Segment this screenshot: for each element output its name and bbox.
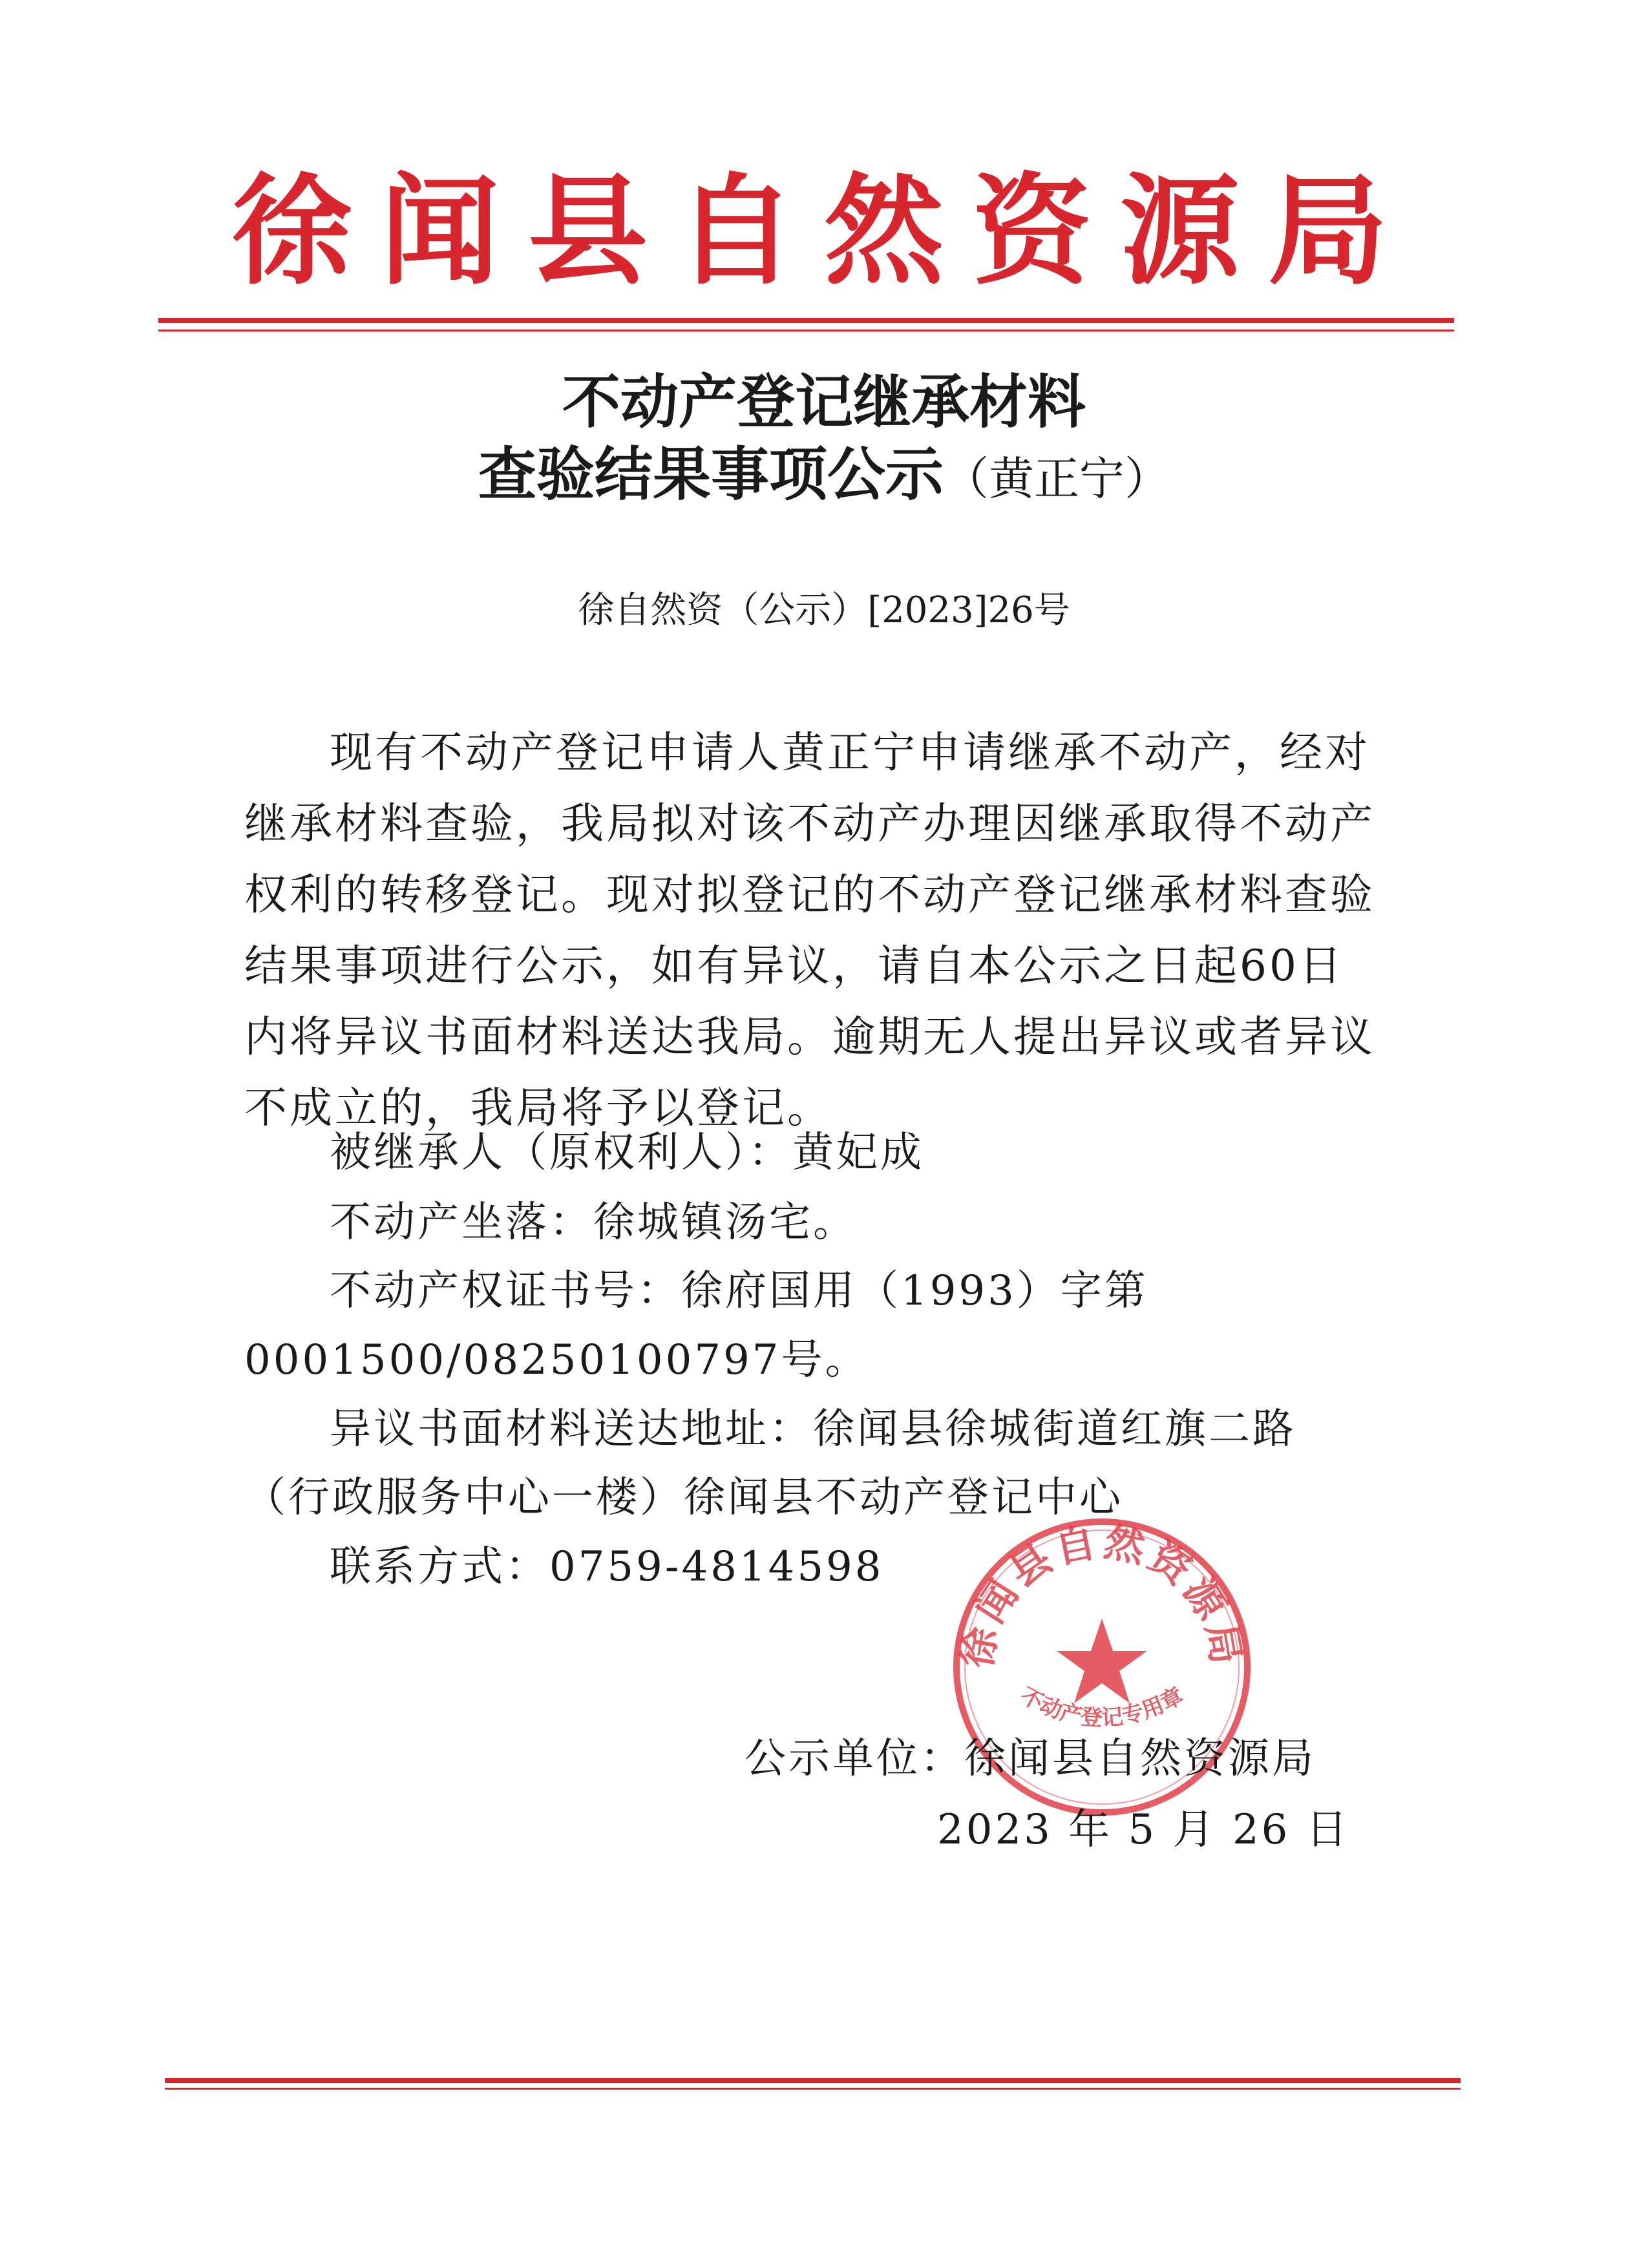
signature-unit: 公示单位：徐闻县自然资源局: [745, 1735, 1316, 1783]
header-rule-thin: [158, 330, 1454, 331]
certificate-line-2: 0001500/08250100797号。: [244, 1336, 869, 1384]
certificate-line-1: 不动产权证书号：徐府国用（1993）字第: [330, 1267, 1148, 1315]
header-rule-thick: [158, 318, 1454, 323]
decedent-line: 被继承人（原权利人）：黄妃成: [330, 1129, 924, 1177]
document-title-name: （黄正宁）: [944, 452, 1170, 505]
footer-rule-thin: [165, 2088, 1461, 2090]
document-title-line1: 不动产登记继承材料: [562, 368, 1086, 436]
contact-line: 联系方式：0759-4814598: [330, 1543, 884, 1591]
location-line: 不动产坐落：徐城镇汤宅。: [330, 1199, 857, 1246]
body-paragraph: 现有不动产登记申请人黄正宁申请继承不动产，经对继承材料查验，我局拟对该不动产办理因继承取得不动产权利的转移登记。现对拟登记的不动产登记继承材料查验结果事项进行公示，如有异议，请自本公示之日起60日内将异议书面材料送达我局。逾期无人提出异议或者异议不成立的，我局将予以登记。: [244, 728, 1375, 1133]
address-line-2: （行政服务中心一楼）徐闻县不动产登记中心: [244, 1474, 1123, 1522]
svg-text:不动产登记专用章: 不动产登记专用章: [1016, 1683, 1188, 1732]
document-title-line2: [0, 441, 1648, 509]
agency-header-title: 徐闻县自然资源局: [232, 160, 1416, 301]
signature-date: 2023 年 5 月 26 日: [937, 1806, 1350, 1854]
document-number: 徐自然资（公示）[2023]26号: [578, 589, 1070, 631]
address-line-1: 异议书面材料送达地址：徐闻县徐城街道红旗二路: [330, 1405, 1296, 1453]
svg-text:徐闻县自然资源局: 徐闻县自然资源局: [953, 1517, 1251, 1672]
document-title-main: 查验结果事项公示: [478, 441, 944, 509]
footer-rule-thick: [165, 2078, 1461, 2083]
